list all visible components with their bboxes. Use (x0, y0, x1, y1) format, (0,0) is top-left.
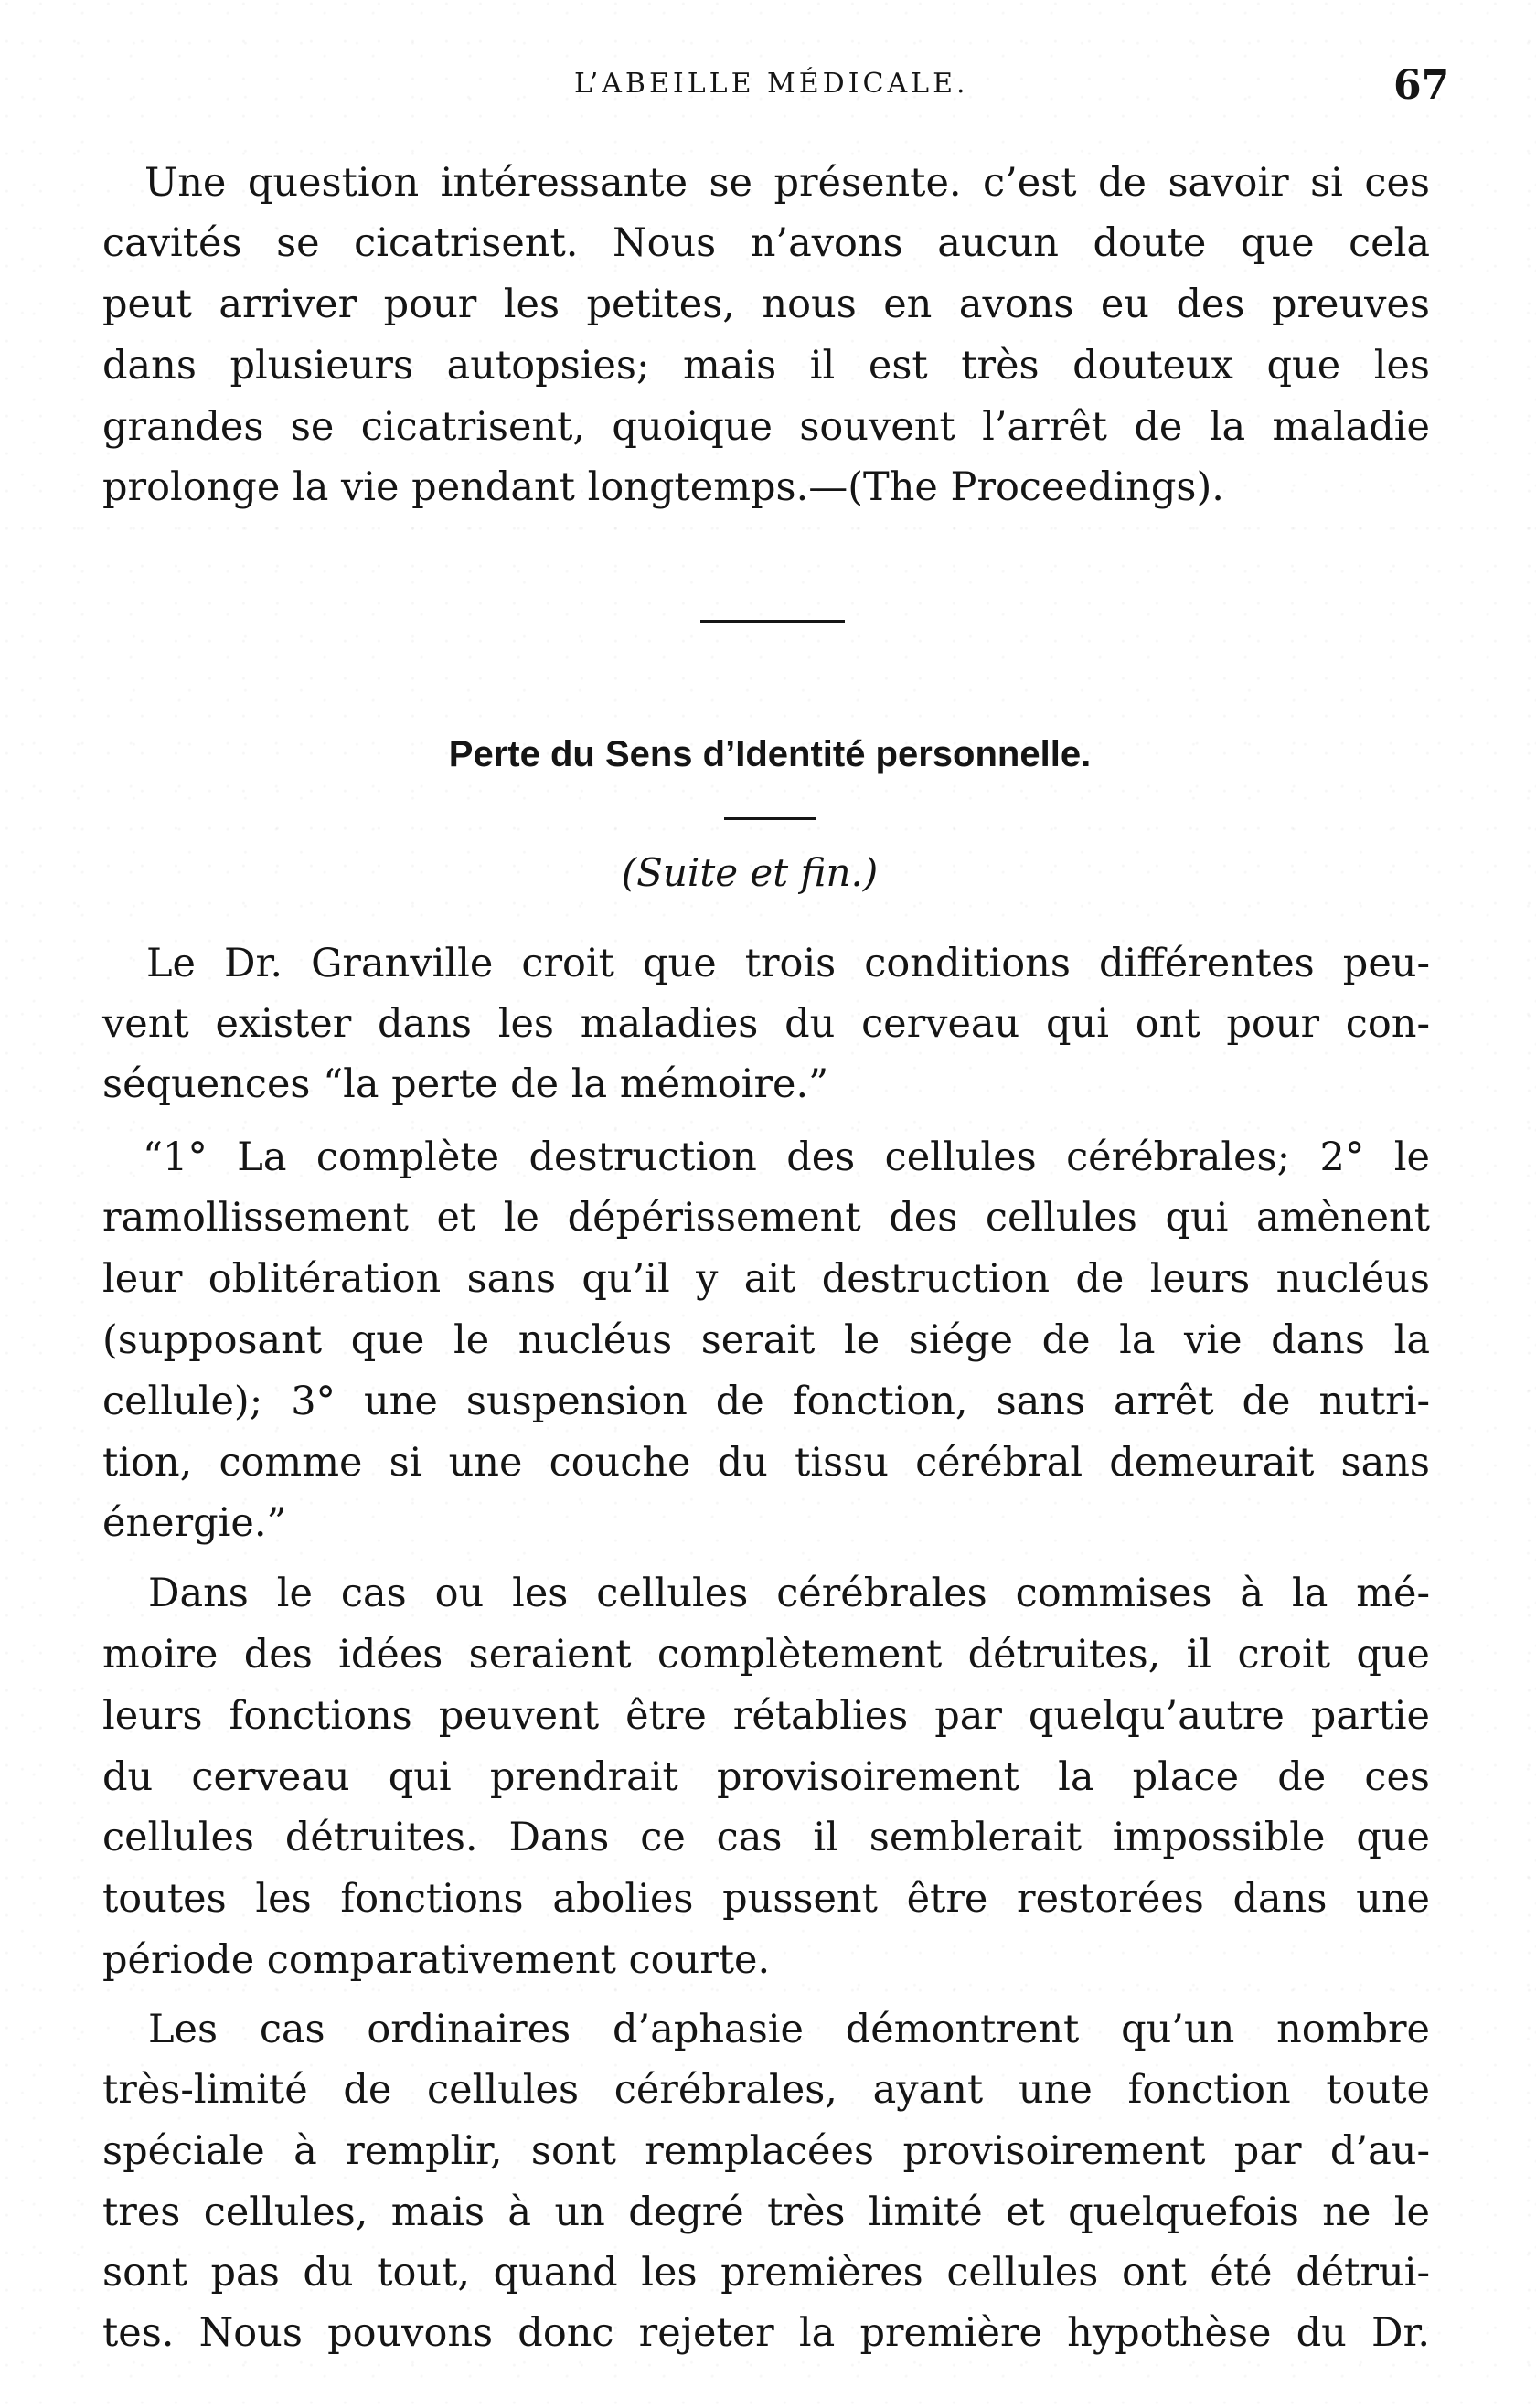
body-line-15: cellules détruites. Dans ce cas il semblerait impossible que (102, 1815, 1430, 1860)
article-end-line-4: dans plusieurs autopsies; mais il est très douteux que les (102, 343, 1430, 389)
article-end-line-6: prolonge la vie pendant longtemps.—(The Proceedings). (102, 464, 1224, 510)
article-end-line-2: cavités se cicatrisent. Nous n’avons aucun doute que cela (102, 220, 1430, 266)
body-line-23: tes. Nous pouvons donc rejeter la première hypothèse du Dr. (102, 2310, 1430, 2356)
body-line-21: tres cellules, mais à un degré très limité et quelquefois ne le (102, 2190, 1430, 2235)
article-end-line-3: peut arriver pour les petites, nous en avons eu des preuves (102, 282, 1430, 327)
body-line-14: du cerveau qui prendrait provisoirement la place de ces (102, 1754, 1430, 1800)
body-line-16: toutes les fonctions abolies pussent être restorées dans une (102, 1876, 1430, 1922)
body-line-2: vent exister dans les maladies du cerveau qui ont pour con- (102, 1001, 1430, 1047)
body-line-20: spéciale à remplir, sont remplacées provisoirement par d’au- (102, 2128, 1430, 2174)
body-line-9: tion, comme si une couche du tissu cérébral demeurait sans (102, 1440, 1430, 1486)
body-line-11: Dans le cas ou les cellules cérébrales commises à la mé- (148, 1571, 1430, 1616)
running-header-title: L’ABEILLE MÉDICALE. (574, 68, 969, 100)
article-end-line-1: Une question intéressante se présente. c’est de savoir si ces (144, 160, 1430, 206)
body-line-13: leurs fonctions peuvent être rétablies par quelqu’autre partie (102, 1693, 1430, 1739)
section-title: Perte du Sens d’Identité personnelle. (448, 734, 1092, 774)
body-line-4: “1° La complète destruction des cellules cérébrales; 2° le (143, 1135, 1430, 1180)
title-separator-rule (724, 817, 816, 820)
body-line-8: cellule); 3° une suspension de fonction, sans arrêt de nutri- (102, 1379, 1430, 1424)
page-number: 67 (1393, 62, 1450, 109)
body-line-5: ramollissement et le dépérissement des cellules qui amènent (102, 1195, 1430, 1241)
body-line-3: séquences “la perte de la mémoire.” (102, 1061, 829, 1107)
section-subtitle: (Suite et fin.) (621, 850, 879, 895)
body-line-7: (supposant que le nucléus serait le siége de la vie dans la (102, 1317, 1430, 1363)
section-separator-rule (700, 620, 845, 623)
body-line-12: moire des idées seraient complètement détruites, il croit que (102, 1632, 1430, 1678)
body-line-1: Le Dr. Granville croit que trois conditions différentes peu- (146, 941, 1430, 986)
body-line-18: Les cas ordinaires d’aphasie démontrent qu’un nombre (148, 2007, 1430, 2052)
body-line-17: période comparativement courte. (102, 1937, 771, 1983)
article-end-line-5: grandes se cicatrisent, quoique souvent l’arrêt de la maladie (102, 404, 1430, 450)
body-line-10: énergie.” (102, 1500, 287, 1546)
body-line-19: très-limité de cellules cérébrales, ayant une fonction toute (102, 2067, 1430, 2113)
body-line-6: leur oblitération sans qu’il y ait destruction de leurs nucléus (102, 1256, 1430, 1302)
body-line-22: sont pas du tout, quand les premières cellules ont été détrui- (102, 2250, 1430, 2296)
